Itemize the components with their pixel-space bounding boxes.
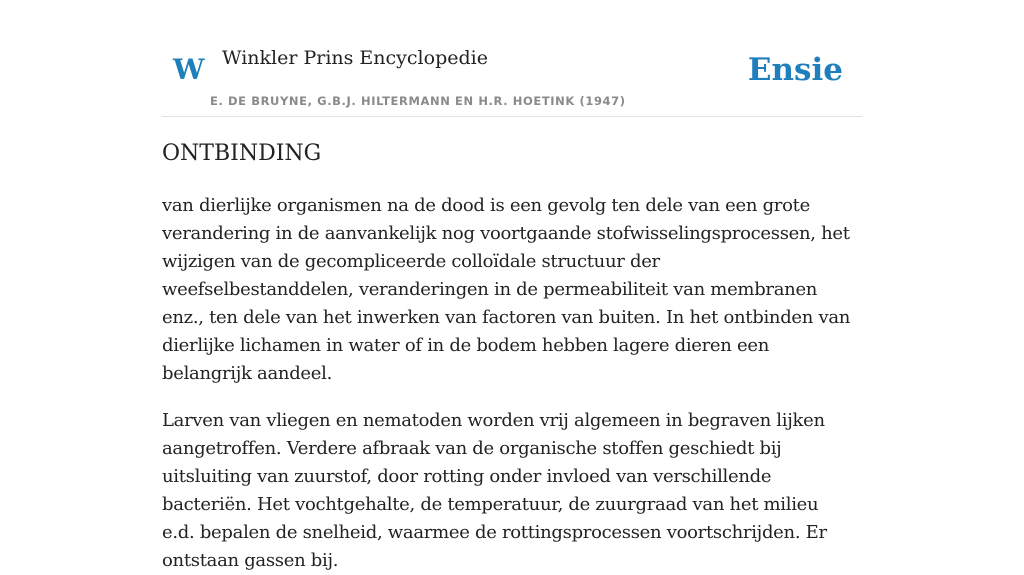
article-paragraph: Larven van vliegen en nematoden worden vrij algemeen in begraven lijken aangetroffen. Verdere afbraak van de organische stoffen geschiedt bij uitsluiting van zuurstof, door rotting onder invloed van verschillende bacteriën. Het vochtgehalte, de temperatuur, de zuurgraad van het milieu e.d. bepalen de snelheid, waarmee de rottingsprocessen voortschrijden. Er ontstaan gassen bij.: [162, 410, 827, 571]
site-title[interactable]: Winkler Prins Encyclopedie: [222, 47, 488, 69]
article-paragraph: van dierlijke organismen na de dood is een gevolg ten dele van een grote verandering in de aanvankelijk nog voortgaande stofwisselingsprocessen, het wijzigen van de gecompliceerde colloïdale structuur der weefselbestanddelen, veranderingen in de permeabiliteit van membranen enz., ten dele van het inwerken van factoren van buiten. In het ontbinden van dierlijke lichamen in water of in de bodem hebben lagere dieren een belangrijk aandeel.: [162, 195, 851, 384]
authors-line: E. DE BRUYNE, G.B.J. HILTERMANN EN H.R. HOETINK (1947): [210, 94, 626, 108]
brand-logo[interactable]: Ensie: [747, 52, 843, 88]
site-header: [162, 0, 862, 117]
site-logo[interactable]: W: [173, 53, 205, 86]
article-headword: ONTBINDING: [162, 141, 322, 166]
article: [162, 138, 852, 575]
